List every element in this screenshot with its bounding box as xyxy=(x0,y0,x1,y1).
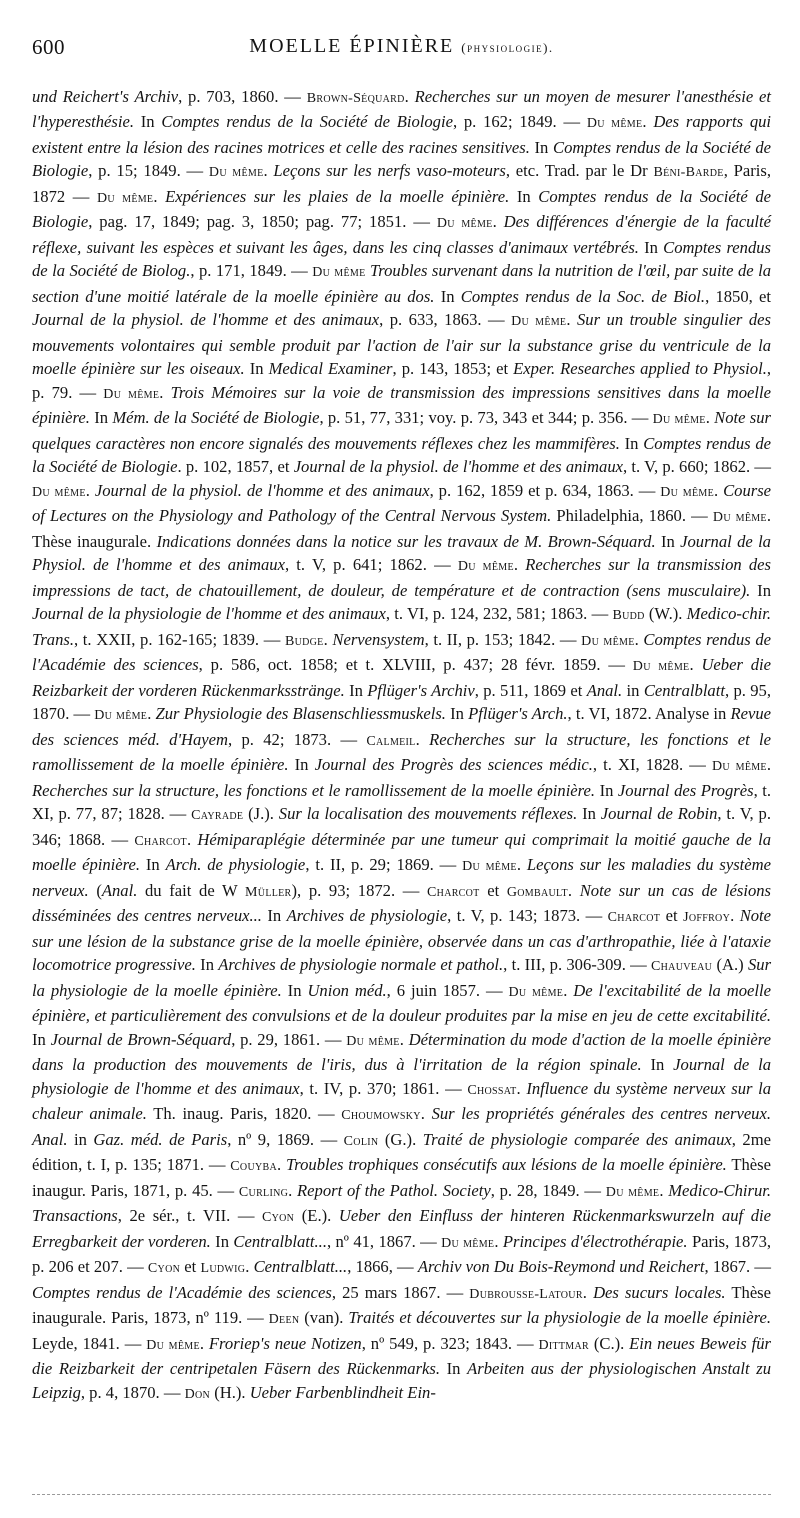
author-name-run: Dubrousse-Latour xyxy=(469,1286,583,1302)
italic-title-run: Arch. de physiologie xyxy=(165,855,306,875)
text-run: . xyxy=(153,186,166,206)
text-run: ( xyxy=(88,880,102,900)
text-run: In xyxy=(244,359,269,379)
italic-title-run: Comptes rendus de la Société de Biologie xyxy=(32,137,771,181)
text-run: , p. 143, 1853; et xyxy=(392,359,514,379)
bibliography-paragraph xyxy=(32,85,771,1407)
author-name-run: Choumowsky xyxy=(341,1108,421,1124)
author-name-run: Du même xyxy=(346,1033,400,1049)
text-run: (A.) xyxy=(712,955,748,975)
italic-title-run: Zur Physiologie des Blasenschliessmuskels. xyxy=(155,704,446,724)
text-run: In xyxy=(288,755,315,775)
italic-title-run: Sur les propriétés générales des centres nerveux. xyxy=(431,1104,771,1124)
italic-title-run: Indications données dans la notice sur les travaux de M. Brown-Séquard. xyxy=(156,531,656,551)
text-run: . Thèse inaugurale. xyxy=(32,506,772,551)
italic-title-run: Sur la physiologie de la moelle épinière. xyxy=(32,955,772,1000)
running-title: MOELLE ÉPINIÈRE xyxy=(249,35,455,57)
text-run: In xyxy=(140,855,166,875)
text-run: Paris, 1873, p. 206 et 207. — xyxy=(32,1231,772,1277)
text-run: et xyxy=(660,906,684,926)
text-run: (G.). xyxy=(378,1129,423,1149)
italic-title-run: Influence du système nerveux sur la chaleur animale. xyxy=(32,1078,772,1124)
author-name-run: Charcot xyxy=(607,910,661,926)
italic-title-run: Journal de la physiologie de l'homme et des animaux xyxy=(32,604,386,624)
text-run: . xyxy=(513,555,526,575)
text-run: . xyxy=(85,480,95,500)
document-page xyxy=(32,0,771,1518)
italic-title-run: Ueber die Reizbarkeit der vorderen Rückenmarksstränge. xyxy=(32,655,772,700)
text-run: In xyxy=(577,804,601,824)
text-run: , t. V, p. 346; 1868. — xyxy=(32,804,772,849)
text-run: , p. 633, 1863. — xyxy=(379,310,512,330)
italic-title-run: Journal de Robin xyxy=(600,804,718,824)
text-run: in xyxy=(67,1129,94,1149)
text-run: In xyxy=(89,408,113,428)
italic-title-run: Archives de physiologie normale et pathol. xyxy=(218,955,504,975)
italic-title-run: Recherches sur la structure, les fonctions et le ramollissement de la moelle épinière. xyxy=(32,729,771,775)
author-name-run: Colin xyxy=(343,1133,379,1149)
text-run: , p. 15; 1849. — xyxy=(88,161,209,181)
italic-title-run: Course of Lectures on the Physiology and Pathology of the Central Nervous System. xyxy=(32,480,772,526)
text-run: Philadelphia, 1860. — xyxy=(551,506,713,526)
italic-title-run: Centralblatt... xyxy=(253,1257,348,1277)
author-name-run: Du même xyxy=(436,216,493,232)
italic-title-run: Note sur un cas de lésions disséminées des centres nerveux... xyxy=(32,880,772,926)
italic-title-run: Recherches sur la structure, les fonctions et le ramollissement de la moelle épinière. xyxy=(32,780,596,800)
text-run: . xyxy=(516,855,527,875)
text-run: in xyxy=(622,680,644,700)
text-run: In xyxy=(434,286,461,306)
italic-title-run: Comptes rendus de l'Académie des sciences xyxy=(32,1282,332,1302)
text-run: . xyxy=(415,729,430,749)
text-run: , t. VI, p. 124, 232, 581; 1863. — xyxy=(385,604,613,624)
italic-title-run: Trois Mémoires sur la voie de transmission des impressions sensitives dans la moelle épinière. xyxy=(32,382,772,428)
text-run: . xyxy=(730,906,740,926)
text-run: , nº 41, 1867. — xyxy=(326,1231,442,1251)
text-run: In xyxy=(655,531,681,551)
text-run: . xyxy=(420,1104,432,1124)
italic-title-run: Mém. de la Société de Biologie xyxy=(112,408,320,428)
text-run: In xyxy=(445,704,469,724)
author-name-run: Du même xyxy=(457,559,514,575)
italic-title-run: Anal. xyxy=(101,880,138,900)
text-run: In xyxy=(440,1359,468,1379)
text-run: ), p. 93; 1872. — xyxy=(291,880,428,900)
text-run: In xyxy=(344,680,368,700)
author-name-run: Müller xyxy=(245,884,292,900)
text-run: . xyxy=(713,480,724,500)
text-run: (H.). xyxy=(210,1382,250,1402)
text-run: . xyxy=(263,161,274,181)
text-run: , 1867. — xyxy=(704,1257,771,1277)
author-name-run: Cyon xyxy=(262,1210,295,1226)
text-run: In xyxy=(281,980,308,1000)
author-name-run: Don xyxy=(184,1386,211,1402)
text-run: , p. 4, 1870. — xyxy=(80,1382,185,1402)
text-run: . xyxy=(159,382,171,402)
author-name-run: Chossat xyxy=(467,1082,517,1098)
italic-title-run: Traité de physiologie comparée des animaux xyxy=(422,1129,732,1149)
text-run: , t. VI, 1872. Analyse in xyxy=(567,704,731,724)
italic-title-run: Recherches sur la transmission des impressions de tact, de chatouillement, de douleur, de température et de contraction (sens musculaire). xyxy=(32,555,772,600)
italic-title-run: Medical Examiner xyxy=(268,359,393,379)
text-run: In xyxy=(641,1055,674,1075)
text-run: . xyxy=(186,829,198,849)
text-run: . xyxy=(492,212,504,232)
italic-title-run: Froriep's neue Notizen xyxy=(208,1333,362,1353)
author-name-run: Ludwig xyxy=(200,1261,246,1277)
text-run: , p. 511, 1869 et xyxy=(474,680,587,700)
text-run: , p. 79. — xyxy=(32,359,771,402)
author-name-run: Du même xyxy=(508,984,564,1000)
text-run: Thèse inaugur. Paris, 1871, p. 45. — xyxy=(32,1155,771,1200)
text-run: , t. XI, p. 77, 87; 1828. — xyxy=(32,780,771,824)
italic-title-run: Medico-Chirur. Transactions xyxy=(32,1180,772,1226)
running-head xyxy=(32,35,771,58)
italic-title-run: Gaz. méd. de Paris xyxy=(93,1129,228,1149)
italic-title-run: De l'excitabilité de la moelle épinière, et particulièrement des convulsions et de la douleur produites par la mise en jeu de cette excitabilité. xyxy=(32,980,772,1026)
author-name-run: Du même xyxy=(605,1184,660,1200)
italic-title-run: Journal de Brown-Séquard xyxy=(50,1029,232,1049)
italic-title-run: Journal de la physiol. de l'homme et des animaux xyxy=(32,310,380,330)
author-name-run: Du même xyxy=(660,484,714,500)
author-name-run: Cayrade xyxy=(191,808,244,824)
author-name-run: Du même xyxy=(94,708,148,724)
italic-title-run: Sur un trouble singulier des mouvements volontaires qui semble produit par l'action de l'air sur la substance grise du ventricule de la moelle épinière sur les oiseaux. xyxy=(32,310,771,379)
author-name-run: Du même xyxy=(711,759,767,775)
author-name-run: Du même xyxy=(32,484,86,500)
text-run: . xyxy=(288,1180,298,1200)
text-run: , t. IV, p. 370; 1861. — xyxy=(299,1078,468,1098)
text-run: In xyxy=(261,906,287,926)
text-run: In xyxy=(595,780,618,800)
text-run: . xyxy=(323,629,333,649)
text-run: In xyxy=(638,237,664,257)
text-run: , p. 171, 1849. — xyxy=(190,261,313,281)
italic-title-run: Archiv von Du Bois-Reymond und Reichert xyxy=(417,1257,705,1277)
italic-title-run: und Reichert's Archiv xyxy=(32,86,179,106)
italic-title-run: Journal des Progrès des sciences médic. xyxy=(314,755,593,775)
text-run: , t. V, p. 641; 1862. — xyxy=(284,555,458,575)
text-run: . xyxy=(689,655,702,675)
text-run: . xyxy=(245,1257,254,1277)
text-run: . xyxy=(399,1029,409,1049)
italic-title-run: Anal. xyxy=(586,680,623,700)
italic-title-run: Leçons sur les maladies du système nerveux. xyxy=(32,855,771,900)
text-run: In xyxy=(210,1231,234,1251)
text-run: . xyxy=(634,629,644,649)
text-run: , t. XXII, p. 162-165; 1839. — xyxy=(73,629,285,649)
italic-title-run: Pflüger's Arch. xyxy=(468,704,568,724)
text-run: In xyxy=(619,433,644,453)
text-run: . xyxy=(582,1282,594,1302)
text-run: , 2e sér., t. VII. — xyxy=(117,1206,262,1226)
text-run: , t. V, p. 660; 1862. — xyxy=(622,457,771,477)
author-name-run: Charcot xyxy=(134,833,187,849)
author-name-run: Deen xyxy=(268,1312,300,1328)
text-run: , p. 703, 1860. — xyxy=(178,86,307,106)
italic-title-run: Nervensystem xyxy=(332,629,425,649)
text-run: Thèse inaugurale. Paris, 1873, nº 119. — xyxy=(32,1282,772,1328)
footer-divider xyxy=(32,1494,771,1495)
author-name-run: Budd xyxy=(612,608,645,624)
text-run: . p. 102, 1857, et xyxy=(177,457,294,477)
italic-title-run: Comptes rendus de la Société de Biologie xyxy=(161,112,453,132)
text-run: . xyxy=(642,112,654,132)
text-run: (van). xyxy=(299,1308,349,1328)
text-run: , Paris, 1872 — xyxy=(32,161,771,206)
italic-title-run: Des sucurs locales. xyxy=(593,1282,726,1302)
italic-title-run: Traités et découvertes sur la physiologie de la moelle épinière. xyxy=(348,1308,771,1328)
author-name-run: Du même xyxy=(652,412,706,428)
italic-title-run: Exper. Researches applied to Physiol. xyxy=(513,359,767,379)
italic-title-run: Comptes rendus de la Société de Biolog. xyxy=(32,237,771,281)
italic-title-run: Expériences sur les plaies de la moelle épinière. xyxy=(165,186,510,206)
italic-title-run: Journal de la Physiol. de l'homme et des animaux xyxy=(32,531,771,575)
author-name-run: Béni-Barde xyxy=(653,165,724,181)
text-run: In xyxy=(529,137,553,157)
page-header xyxy=(32,35,771,61)
text-run: , nº 549, p. 323; 1843. — xyxy=(361,1333,539,1353)
text-run: . xyxy=(567,880,580,900)
author-name-run: Du même xyxy=(312,265,366,281)
text-run: , p. 51, 77, 331; voy. p. 73, 343 et 344; p. 356. — xyxy=(319,408,653,428)
text-run: . xyxy=(563,980,574,1000)
italic-title-run: Pflüger's Archiv xyxy=(367,680,475,700)
author-name-run: Chauveau xyxy=(651,959,713,975)
text-run: , p. 29, 1861. — xyxy=(231,1029,347,1049)
author-name-run: Cyon xyxy=(147,1261,181,1277)
text-run: Leyde, 1841. — xyxy=(32,1333,147,1353)
author-name-run: Du même xyxy=(103,386,160,402)
italic-title-run: Arbeiten aus der physiologischen Anstalt zu Leipzig xyxy=(32,1359,771,1402)
author-name-run: Charcot xyxy=(427,884,480,900)
text-run: , p. 28, 1849. — xyxy=(490,1180,606,1200)
italic-title-run: Journal de la physiol. de l'homme et des animaux xyxy=(94,480,430,500)
running-subtitle: (physiologie). xyxy=(461,40,554,55)
author-name-run: Du même xyxy=(441,1235,495,1251)
italic-title-run: Centralblatt... xyxy=(233,1231,327,1251)
text-run: du fait de W xyxy=(137,880,246,900)
author-name-run: Du même xyxy=(511,314,567,330)
text-run: et xyxy=(479,880,507,900)
text-run: In xyxy=(509,186,539,206)
italic-title-run: Revue des sciences méd. d'Hayem xyxy=(32,704,772,749)
author-name-run: Dittmar xyxy=(538,1337,589,1353)
text-run: , p. 95, 1870. — xyxy=(32,680,771,724)
page-number: 600 xyxy=(32,35,65,59)
italic-title-run: Sur la localisation des mouvements réflexes. xyxy=(278,804,578,824)
italic-title-run: Comptes rendus de la Société de Biologie xyxy=(32,433,772,477)
text-run: , 2me édition, t. I, p. 135; 1871. — xyxy=(32,1129,771,1175)
italic-title-run: Ueber den Einfluss der hinteren Rückenmarkswurzeln auf die Erregbarkeit der vorderen. xyxy=(32,1206,771,1251)
text-run: . xyxy=(766,755,772,775)
italic-title-run: Comptes rendus de la Société de Biologie xyxy=(32,186,771,232)
text-run: , 1866, — xyxy=(347,1257,418,1277)
author-name-run: Du même xyxy=(462,859,517,875)
italic-title-run: Comptes rendus de l'Académie des sciences xyxy=(32,629,772,675)
text-run: , p. 162, 1859 et p. 634, 1863. — xyxy=(429,480,661,500)
italic-title-run: Comptes rendus de la Soc. de Biol. xyxy=(460,286,706,306)
text-run: . xyxy=(199,1333,209,1353)
italic-title-run: Des différences d'énergie de la faculté réflexe, suivant les espèces et suivant les âges, dans les cinq classes d'animaux vertébrés. xyxy=(32,212,771,257)
italic-title-run: Ueber Farbenblindheit Ein- xyxy=(249,1382,436,1402)
italic-title-run: Principes d'électrothérapie. xyxy=(502,1231,688,1251)
text-run: , 25 mars 1867. — xyxy=(331,1282,470,1302)
author-name-run: Du même xyxy=(581,633,635,649)
text-run: , t. III, p. 306-309. — xyxy=(503,955,652,975)
text-run: (E.). xyxy=(294,1206,339,1226)
italic-title-run: Détermination du mode d'action de la moelle épinière dans la production des mouvements de l'iris, dus à l'irritation de la région spinale. xyxy=(32,1029,771,1075)
italic-title-run: Des rapports qui existent entre la lésion des racines motrices et celle des racines sensitives. xyxy=(32,112,772,157)
text-run: . xyxy=(276,1155,286,1175)
text-run: . xyxy=(404,86,415,106)
text-run: , nº 9, 1869. — xyxy=(227,1129,344,1149)
text-run: , p. 586, oct. 1858; et t. XLVIII, p. 437; 28 févr. 1859. — xyxy=(198,655,633,675)
italic-title-run: Union méd. xyxy=(307,980,387,1000)
text-run: (J.). xyxy=(243,804,279,824)
text-run: (W.). xyxy=(644,604,687,624)
author-name-run: Brown-Séquard xyxy=(306,90,405,106)
author-name-run: Du même xyxy=(208,165,264,181)
text-run: , 1850, et xyxy=(705,286,772,306)
author-name-run: Gombault xyxy=(506,884,568,900)
italic-title-run: Note sur une lésion de la substance grise de la moelle épinière, observée dans un cas d'arthropathie, liée à l'ataxie locomotrice progressive. xyxy=(32,906,772,975)
italic-title-run: Centralblatt xyxy=(643,680,725,700)
text-run: In xyxy=(32,1029,51,1049)
text-run: , p. 42; 1873. — xyxy=(228,729,367,749)
text-run: , t. II, p. 153; 1842. — xyxy=(424,629,582,649)
author-name-run: Calmeil xyxy=(366,733,416,749)
italic-title-run: Troubles survenant dans la nutrition de l'œil, par suite de la section d'une moitié latérale de la moelle épinière au dos. xyxy=(32,261,772,306)
italic-title-run: Troubles trophiques consécutifs aux lésions de la moelle épinière. xyxy=(285,1155,727,1175)
italic-title-run: Hémiparaplégie déterminée par une tumeur qui comprimait la moitié gauche de la moelle épinière. xyxy=(32,829,771,875)
text-run: , 6 juin 1857. — xyxy=(386,980,509,1000)
author-name-run: Du même xyxy=(586,116,643,132)
text-run: et xyxy=(180,1257,201,1277)
italic-title-run: Ein neues Beweis für die Reizbarkeit der centripetalen Fäsern des Rückenmarks. xyxy=(32,1333,772,1379)
author-name-run: Du même xyxy=(632,659,690,675)
text-run: , etc. Trad. par le Dr xyxy=(505,161,654,181)
text-run: , pag. 17, 1849; pag. 3, 1850; pag. 77; 1851. — xyxy=(88,212,437,232)
text-run: , p. 162; 1849. — xyxy=(452,112,587,132)
text-run: , t. XI, 1828. — xyxy=(592,755,712,775)
author-name-run: Du même xyxy=(712,510,767,526)
italic-title-run: Archives de physiologie xyxy=(286,906,448,926)
italic-title-run: Leçons sur les nerfs vaso-moteurs xyxy=(273,161,506,181)
italic-title-run: Anal. xyxy=(32,1129,68,1149)
text-run: . xyxy=(494,1231,503,1251)
text-run: In xyxy=(195,955,219,975)
text-run: . xyxy=(659,1180,669,1200)
italic-title-run: Journal de la physiologie de l'homme et des animaux xyxy=(32,1055,771,1098)
text-run: In xyxy=(750,580,771,600)
italic-title-run: Recherches sur un moyen de mesurer l'anesthésie et l'hyperesthésie. xyxy=(32,86,771,132)
text-run: In xyxy=(134,112,162,132)
text-run: . xyxy=(516,1078,527,1098)
italic-title-run: Medico-chir. Trans. xyxy=(32,604,771,649)
text-run: (C.). xyxy=(588,1333,630,1353)
italic-title-run: Report of the Pathol. Society xyxy=(297,1180,491,1200)
text-run: , t. V, p. 143; 1873. — xyxy=(447,906,608,926)
author-name-run: Joffroy xyxy=(683,910,731,926)
italic-title-run: Journal des Progrès xyxy=(617,780,754,800)
text-run: , t. II, p. 29; 1869. — xyxy=(305,855,463,875)
text-run: . xyxy=(705,408,715,428)
text-run: . xyxy=(147,704,156,724)
author-name-run: Budge xyxy=(284,633,324,649)
author-name-run: Du même xyxy=(96,190,154,206)
author-name-run: Du même xyxy=(146,1337,200,1353)
italic-title-run: Note sur quelques caractères non encore signalés des mouvements réflexes chez les mammifères. xyxy=(32,408,771,453)
text-run: . xyxy=(566,310,577,330)
author-name-run: Couyba xyxy=(230,1159,277,1175)
italic-title-run: Journal de la physiol. de l'homme et des animaux xyxy=(293,457,623,477)
text-run: Th. inaug. Paris, 1820. — xyxy=(146,1104,342,1124)
author-name-run: Curling xyxy=(238,1184,289,1200)
